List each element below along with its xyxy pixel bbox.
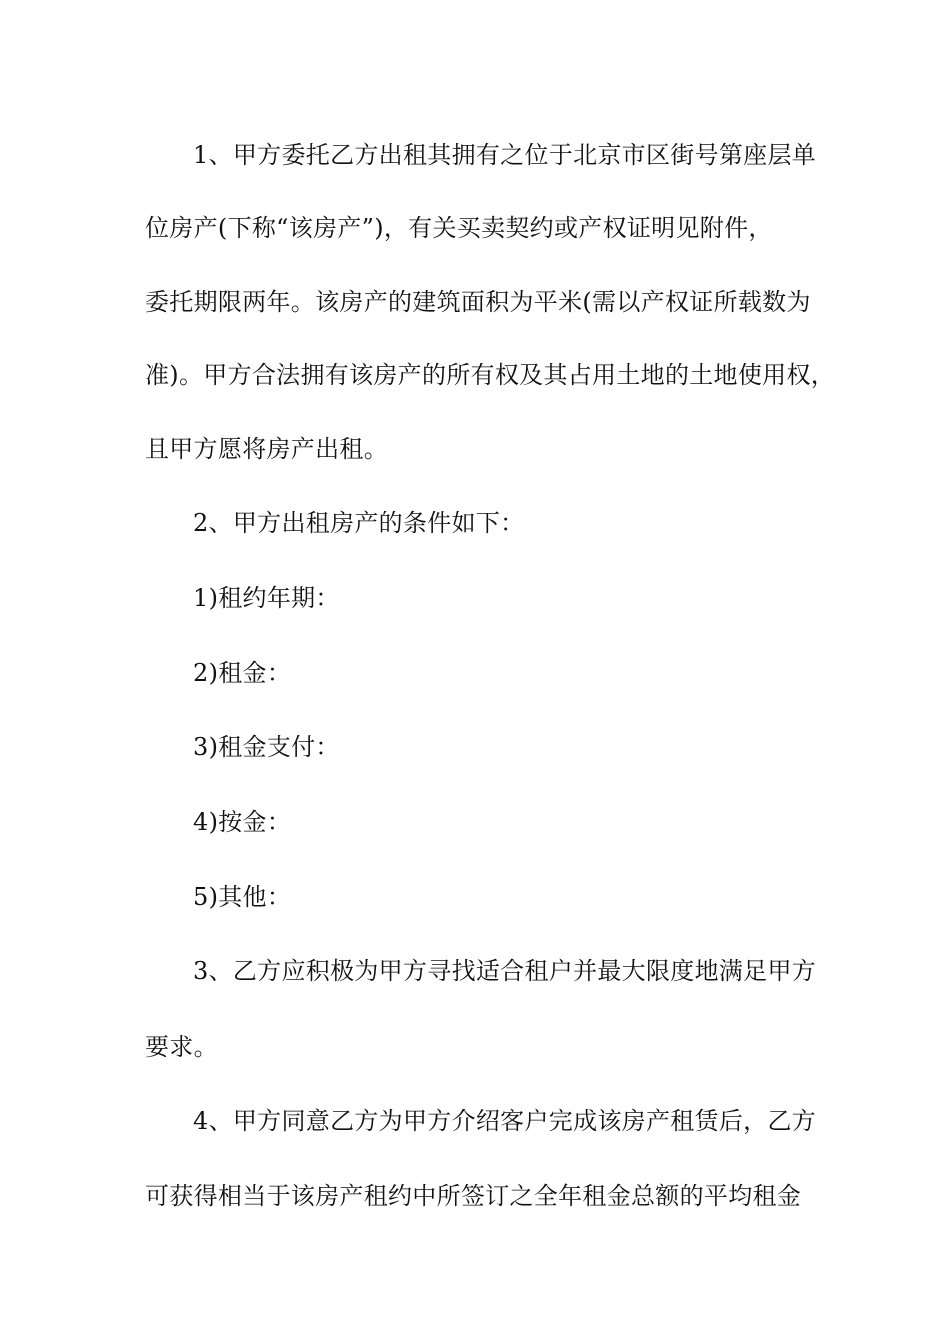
clause-2-item-2: 2)租金： — [193, 659, 292, 687]
clause-1-line-2: 位房产(下称“该房产”)，有关买卖契约或产权证明见附件， — [145, 214, 773, 242]
clause-2-item-4: 4)按金： — [193, 808, 292, 836]
clause-1-line-4: 准)。甲方合法拥有该房产的所有权及其占用土地的土地使用权， — [145, 361, 836, 389]
clause-2-item-3: 3)租金支付： — [193, 733, 340, 761]
clause-3-line-2: 要求。 — [145, 1033, 218, 1061]
clause-4-line-1: 4、甲方同意乙方为甲方介绍客户完成该房产租赁后，乙方 — [193, 1107, 817, 1135]
clause-2-item-1: 1)租约年期： — [193, 584, 340, 612]
clause-3-line-1: 3、乙方应积极为甲方寻找适合租户并最大限度地满足甲方 — [193, 957, 817, 985]
clause-1-line-1: 1、甲方委托乙方出租其拥有之位于北京市区街号第座层单 — [193, 141, 817, 169]
clause-4-line-2: 可获得相当于该房产租约中所签订之全年租金总额的平均租金 — [145, 1182, 802, 1210]
clause-2-heading: 2、甲方出租房产的条件如下： — [193, 509, 525, 537]
clause-1-line-3: 委托期限两年。该房产的建筑面积为平米(需以产权证所载数为 — [145, 288, 811, 316]
clause-1-line-5: 且甲方愿将房产出租。 — [145, 435, 388, 463]
clause-2-item-5: 5)其他： — [193, 883, 292, 911]
